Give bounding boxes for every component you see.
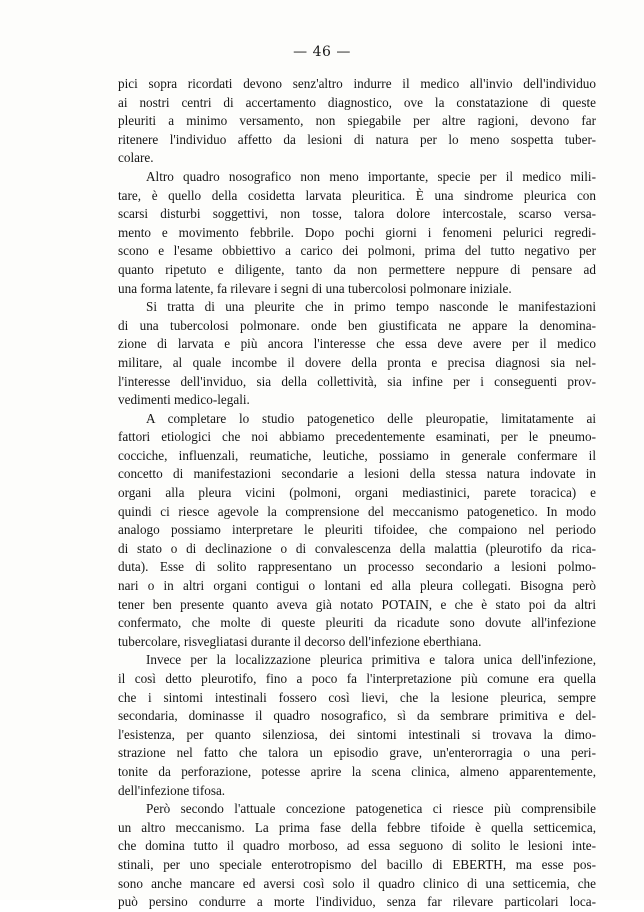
text-line: tare, è quello della cosidetta larvata pleuritica. È una sindrome pleurica con (118, 187, 596, 203)
text-line: Invece per la localizzazione pleurica primitiva e talora unica dell'infezione, (146, 652, 596, 668)
text-line: ritenere l'individuo affetto da lesioni di natura per lo meno sospetta tuber- (118, 131, 596, 147)
text-line: di una tubercolosi polmonare. onde ben giustificata ne appare la denomina- (118, 317, 596, 333)
text-line: di stato o di declinazione o di convalescenza della malattia (pleurotifo da rica- (118, 540, 596, 556)
text-line: vedimenti medico-legali. (118, 392, 250, 408)
text-line: confermato, che molte di queste pleuriti da ricadute sono dovute all'infezione (118, 615, 596, 631)
text-line: una forma latente, fa rilevare i segni di una tubercolosi polmonare iniziale. (118, 280, 512, 296)
text-line: quanto ripetuto e diligente, tanto da non permettere neppure di pensare ad (118, 261, 596, 277)
text-line: il così detto pleurotifo, fino a poco fa l'interpretazione più comune era quella (118, 671, 596, 686)
body-text (118, 75, 596, 912)
text-line: che domina tutto il quadro morboso, ad essa seguono di solito le lesioni inte- (118, 838, 596, 854)
paragraph (118, 410, 596, 652)
text-line: quindi ci riesce agevole la comprensione del meccanismo patogenetico. In modo (118, 503, 596, 519)
text-line: pici sopra ricordati devono senz'altro indurre il medico all'invio dell'individuo (118, 76, 596, 91)
paragraph (118, 298, 596, 410)
text-line: Si tratta di una pleurite che in primo tempo nasconde le manifestazioni (146, 299, 596, 315)
text-line: stinali, per uno speciale enterotropismo del bacillo di EBERTH, ma esse pos- (118, 856, 596, 872)
text-line: pleuriti a minimo versamento, non spiegabile per altre ragioni, devono far (118, 113, 596, 129)
text-line: mento e movimento febbrile. Dopo pochi giorni i fenomeni pelurici regredi- (118, 224, 596, 240)
text-line: zione di larvata e più ancora l'interesse che essa deve avere per il medico (118, 336, 596, 352)
text-line: tonite da perforazione, potesse aprire la scena clinica, almeno apparentemente, (118, 763, 596, 779)
text-line: analogo possiamo interpretare le pleuriti tifoidee, che compaiono nel periodo (118, 522, 596, 538)
text-line: l'esistenza, per quanto silenziosa, dei sintomi intestinali si trovava la dimo- (118, 726, 596, 742)
text-line: Però secondo l'attuale concezione patogenetica ci riesce più comprensibile (146, 801, 596, 817)
paragraph (118, 800, 596, 912)
text-line: Altro quadro nosografico non meno importante, specie per il medico mili- (146, 168, 596, 184)
text-line: strazione nel fatto che talora un episodio grave, un'enterorragia o una peri- (118, 745, 596, 761)
text-line: secondaria, dominasse il quadro nosografico, sì da sembrare primitiva e del- (118, 708, 596, 724)
paragraph (118, 168, 596, 298)
text-line: può persino condurre a morte l'individuo, senza far rilevare particolari loca- (118, 894, 596, 910)
text-line: militare, al quale incombe il dovere della pronta e precisa diagnosi sia nel- (118, 354, 596, 370)
text-line: che i sintomi intestinali fossero così lievi, che la lesione pleurica, sempre (118, 689, 596, 705)
text-line: A completare lo studio patogenetico delle pleuropatie, limitatamente ai (146, 410, 596, 426)
text-line: duta). Esse di solito rappresentano un processo secondario a lesioni polmo- (118, 559, 596, 575)
text-line: colare. (118, 150, 154, 166)
text-line: tubercolare, risvegliatasi durante il decorso dell'infezione eberthiana. (118, 633, 482, 649)
text-line: sono anche mancare ed aversi così solo il quadro clinico di una setticemia, che (118, 875, 596, 891)
text-line: ai nostri centri di accertamento diagnostico, ove la constatazione di queste (118, 94, 596, 110)
page-number: — 46 — (293, 44, 351, 60)
text-line: concetto di manifestazioni secondarie a lesioni della stessa natura indovate in (118, 466, 596, 482)
text-line: fattori etiologici che noi abbiamo precedentemente esaminati, per le pneumo- (118, 429, 596, 445)
text-line: tener ben presente quanto aveva già notato POTAIN, e che è stato poi da altri (118, 596, 596, 612)
text-line: nari o in altri organi contigui o lontani ed alla pleura collegati. Bisogna però (118, 578, 596, 594)
text-line: organi alla pleura vicini (polmoni, organi mediastinici, parete toracica) e (118, 485, 596, 501)
text-line: dell'infezione tifosa. (118, 782, 226, 798)
text-line: cocciche, influenzali, reumatiche, leutiche, possiamo in generale confermare il (118, 447, 596, 463)
text-line: scono e l'esame obbiettivo a carico dei polmoni, prima del tutto negativo per (118, 243, 596, 259)
paragraph (118, 651, 596, 800)
paragraph (118, 75, 596, 168)
text-line: l'interesse dell'inviduo, sia della collettività, sia infine per i conseguenti prov- (118, 373, 596, 389)
text-line: un altro meccanismo. La prima fase della febbre tifoide è quella setticemica, (118, 819, 596, 835)
text-line: scarsi disturbi soggettivi, non tosse, talora dolore intercostale, scarso versa- (118, 206, 596, 222)
